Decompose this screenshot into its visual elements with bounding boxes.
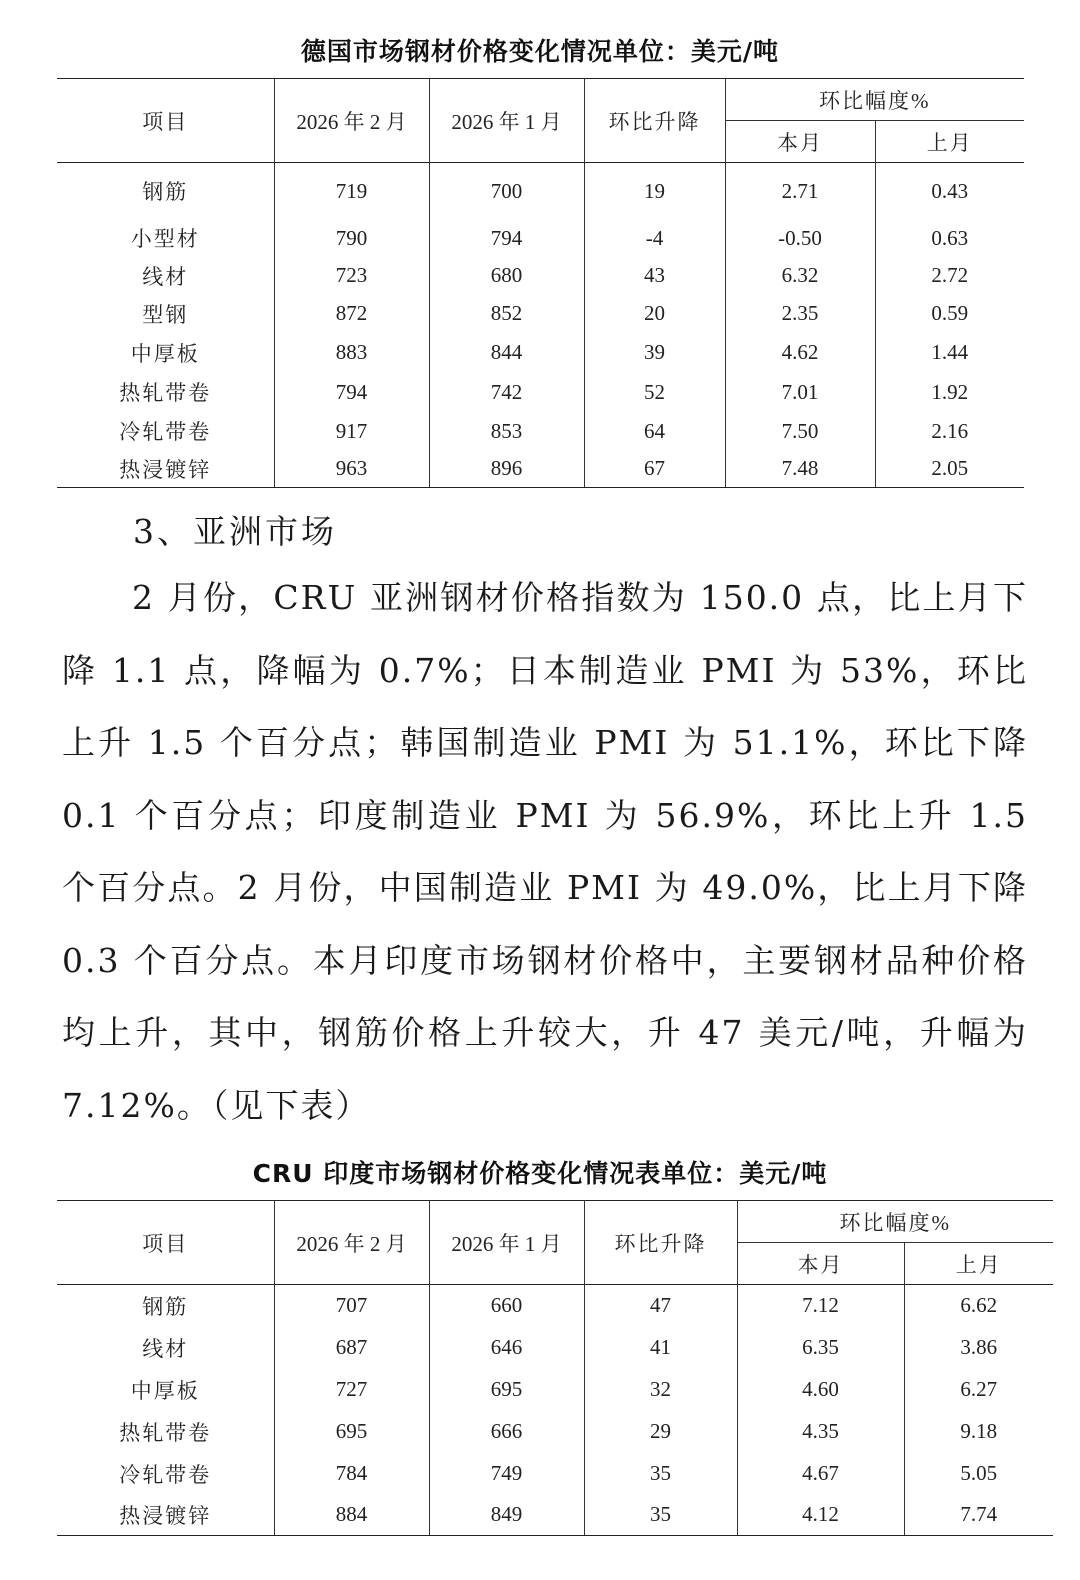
- body-paragraph: 2 月份，CRU 亚洲钢材价格指数为 150.0 点，比上月下降 1.1 点，降幅为 0.7%；日本制造业 PMI 为 53%，环比上升 1.5 个百分点；韩国制造业 PMI 为 51.1%，环比下降 0.1 个百分点；印度制造业 PMI 为 56.9%，环比上升 1.5 个百分点。2 月份，中国制造业 PMI 为 49.0%，比上月下降 0.3 个百分点。本月印度市场钢材价格中，主要钢材品种价格均上升，其中，钢筋价格上升较大，升 47 美元/吨，升幅为 7.12%。（见下表）: [62, 578, 1028, 1125]
- cell-change: 52: [584, 373, 725, 412]
- cell-pct-last-month: 1.44: [931, 340, 969, 364]
- section-heading: 3、亚洲市场: [133, 512, 337, 551]
- cell-pct-last-month: 9.18: [960, 1419, 998, 1443]
- table-row: [57, 295, 1024, 333]
- cell-pct-last-month: 6.62: [904, 1285, 1053, 1327]
- cell-pct-this-month: 7.01: [725, 373, 875, 412]
- cell-pct-this-month: 4.60: [737, 1369, 904, 1411]
- cell-jan-price: 700: [429, 163, 584, 220]
- table-row: [57, 163, 1024, 220]
- cell-feb-price: 723: [274, 257, 429, 295]
- cell-pct-this-month: 4.12: [737, 1495, 904, 1536]
- cell-pct-last-month: 3.86: [960, 1335, 998, 1359]
- germany-table-body: [57, 163, 1024, 488]
- cell-pct-this-month: 6.35: [737, 1327, 904, 1369]
- table-row: [57, 257, 1024, 295]
- cell-feb-price: 872: [274, 295, 429, 333]
- cell-item: 线材: [57, 257, 274, 295]
- cell-change: 35: [584, 1453, 737, 1495]
- cell-change: 39: [584, 333, 725, 373]
- cell-pct-this-month: 7.48: [725, 451, 875, 488]
- cell-item: 钢筋: [57, 163, 274, 220]
- cell-jan-price: 680: [429, 257, 584, 295]
- table-row: [57, 373, 1024, 412]
- cell-pct-this-month: 6.32: [725, 257, 875, 295]
- cell-feb-price: 917: [274, 412, 429, 451]
- cell-feb-price: 784: [274, 1453, 429, 1495]
- cell-change: 67: [584, 451, 725, 488]
- header-feb: 2026 年 2 月: [274, 79, 429, 163]
- cell-pct-last-month: 2.72: [931, 263, 969, 287]
- cell-change: 29: [584, 1411, 737, 1453]
- header-change: 环比升降: [584, 1201, 737, 1285]
- cell-feb-price: 727: [274, 1369, 429, 1411]
- cell-pct-last-month: 7.74: [904, 1495, 1053, 1536]
- cell-jan-price: 794: [429, 220, 584, 257]
- cell-pct-last-month: 1.92: [931, 379, 969, 404]
- cell-item: 冷轧带卷: [57, 412, 274, 451]
- cell-change: 19: [584, 163, 725, 220]
- cell-feb-price: 794: [274, 373, 429, 412]
- germany-table-title: 德国市场钢材价格变化情况单位：美元/吨: [300, 37, 780, 66]
- header-pct: 环比幅度%: [725, 79, 1024, 121]
- header-feb: 2026 年 2 月: [274, 1201, 429, 1285]
- cell-jan-price: 695: [429, 1369, 584, 1411]
- table-row: [57, 1285, 1053, 1327]
- cell-pct-last-month: 2.16: [931, 418, 969, 443]
- header-jan: 2026 年 1 月: [429, 79, 584, 163]
- cell-jan-price: 853: [429, 412, 584, 451]
- cell-feb-price: 884: [274, 1495, 429, 1536]
- cell-item: 中厚板: [57, 1369, 274, 1411]
- cell-feb-price: 707: [274, 1285, 429, 1327]
- cell-pct-this-month: 4.67: [737, 1453, 904, 1495]
- table-row: [57, 1369, 1053, 1411]
- cell-jan-price: 666: [429, 1411, 584, 1453]
- header-item: 项目: [57, 1201, 274, 1285]
- cell-change: -4: [584, 220, 725, 257]
- cell-pct-this-month: -0.50: [725, 220, 875, 257]
- cell-item: 热轧带卷: [57, 373, 274, 412]
- cell-change: 43: [584, 257, 725, 295]
- cell-pct-last-month: 0.43: [875, 163, 1024, 220]
- cell-pct-last-month: 6.27: [960, 1377, 998, 1401]
- cell-pct-last-month: 5.05: [960, 1461, 998, 1485]
- cell-item: 型钢: [57, 295, 274, 333]
- cell-change: 32: [584, 1369, 737, 1411]
- cell-jan-price: 660: [429, 1285, 584, 1327]
- cell-feb-price: 687: [274, 1327, 429, 1369]
- header-this-month: 本月: [725, 121, 875, 163]
- cell-pct-this-month: 2.35: [725, 295, 875, 333]
- cell-item: 热浸镀锌: [57, 1495, 274, 1536]
- india-table-title: CRU 印度市场钢材价格变化情况表单位：美元/吨: [252, 1159, 828, 1188]
- cell-change: 35: [584, 1495, 737, 1536]
- cell-jan-price: 749: [429, 1453, 584, 1495]
- cell-pct-this-month: 7.50: [725, 412, 875, 451]
- cell-jan-price: 849: [429, 1495, 584, 1536]
- cell-pct-last-month: 0.59: [931, 301, 969, 325]
- table-row: [57, 1453, 1053, 1495]
- cell-jan-price: 844: [429, 333, 584, 373]
- header-jan: 2026 年 1 月: [429, 1201, 584, 1285]
- table-row: [57, 333, 1024, 373]
- cell-pct-this-month: 4.62: [725, 333, 875, 373]
- table-row: [57, 1411, 1053, 1453]
- cell-feb-price: 963: [274, 451, 429, 488]
- cell-feb-price: 883: [274, 333, 429, 373]
- cell-item: 热浸镀锌: [57, 451, 274, 488]
- cell-change: 20: [584, 295, 725, 333]
- cell-jan-price: 896: [429, 451, 584, 488]
- cell-jan-price: 646: [429, 1327, 584, 1369]
- header-last-month: 上月: [875, 121, 1024, 163]
- header-change: 环比升降: [584, 79, 725, 163]
- cell-pct-this-month: 7.12: [737, 1285, 904, 1327]
- cell-pct-this-month: 2.71: [725, 163, 875, 220]
- header-this-month: 本月: [737, 1243, 904, 1285]
- india-price-table: [57, 1200, 1053, 1536]
- cell-feb-price: 719: [274, 163, 429, 220]
- india-table-body: [57, 1285, 1053, 1536]
- cell-item: 小型材: [57, 220, 274, 257]
- cell-pct-last-month: 0.63: [931, 225, 969, 250]
- table-row: [57, 1495, 1053, 1536]
- cell-pct-last-month: 2.05: [875, 451, 1024, 488]
- cell-item: 中厚板: [57, 333, 274, 373]
- cell-feb-price: 695: [274, 1411, 429, 1453]
- cell-jan-price: 742: [429, 373, 584, 412]
- cell-pct-this-month: 4.35: [737, 1411, 904, 1453]
- cell-change: 47: [584, 1285, 737, 1327]
- cell-item: 钢筋: [57, 1285, 274, 1327]
- germany-price-table: [57, 78, 1024, 488]
- header-pct: 环比幅度%: [737, 1201, 1053, 1243]
- cell-feb-price: 790: [274, 220, 429, 257]
- cell-item: 线材: [57, 1327, 274, 1369]
- header-last-month: 上月: [904, 1243, 1053, 1285]
- cell-change: 41: [584, 1327, 737, 1369]
- header-item: 项目: [57, 79, 274, 163]
- table-row: [57, 220, 1024, 257]
- table-row: [57, 412, 1024, 451]
- cell-item: 冷轧带卷: [57, 1453, 274, 1495]
- table-row: [57, 451, 1024, 488]
- cell-change: 64: [584, 412, 725, 451]
- table-row: [57, 1327, 1053, 1369]
- cell-jan-price: 852: [429, 295, 584, 333]
- cell-item: 热轧带卷: [57, 1411, 274, 1453]
